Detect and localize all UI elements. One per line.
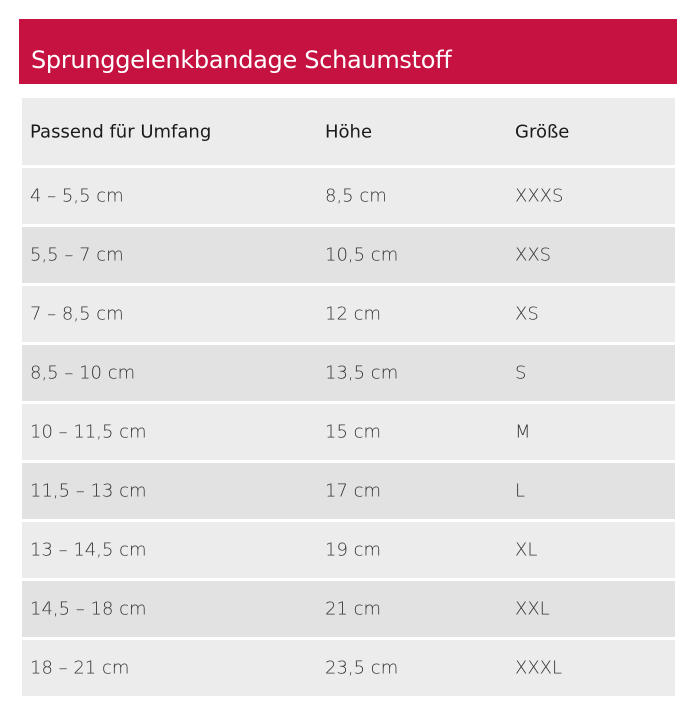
cell-size: S (515, 362, 527, 384)
cell-circumference: 10 – 11,5 cm (30, 421, 147, 443)
cell-size: XXXL (515, 657, 563, 679)
cell-height: 10,5 cm (325, 244, 399, 266)
cell-circumference: 13 – 14,5 cm (30, 539, 147, 561)
cell-circumference: 11,5 – 13 cm (30, 480, 147, 502)
header-height: Höhe (325, 121, 373, 142)
page-title: Sprunggelenkbandage Schaumstoff (31, 46, 452, 74)
header-circumference: Passend für Umfang (30, 121, 212, 142)
cell-height: 19 cm (325, 539, 382, 561)
table-header-row (22, 98, 675, 165)
cell-height: 23,5 cm (325, 657, 399, 679)
cell-circumference: 5,5 – 7 cm (30, 244, 124, 266)
cell-size: XXXS (515, 185, 564, 207)
cell-height: 13,5 cm (325, 362, 399, 384)
cell-size: XXL (515, 598, 550, 620)
cell-size: XL (515, 539, 538, 561)
cell-height: 15 cm (325, 421, 382, 443)
cell-circumference: 4 – 5,5 cm (30, 185, 124, 207)
table-row (22, 404, 675, 460)
cell-height: 12 cm (325, 303, 382, 325)
cell-height: 21 cm (325, 598, 382, 620)
table-row (22, 227, 675, 283)
table-row (22, 168, 675, 224)
size-table (22, 98, 675, 699)
cell-height: 17 cm (325, 480, 382, 502)
table-row (22, 345, 675, 401)
table-row (22, 581, 675, 637)
title-banner (19, 19, 677, 84)
cell-circumference: 7 – 8,5 cm (30, 303, 124, 325)
cell-size: XS (515, 303, 539, 325)
table-row (22, 286, 675, 342)
cell-size: XXS (515, 244, 552, 266)
cell-size: L (515, 480, 526, 502)
cell-circumference: 8,5 – 10 cm (30, 362, 136, 384)
cell-circumference: 18 – 21 cm (30, 657, 130, 679)
header-size: Größe (515, 121, 570, 142)
cell-size: M (515, 421, 531, 443)
table-row (22, 640, 675, 696)
cell-circumference: 14,5 – 18 cm (30, 598, 147, 620)
table-row (22, 463, 675, 519)
table-row (22, 522, 675, 578)
cell-height: 8,5 cm (325, 185, 387, 207)
